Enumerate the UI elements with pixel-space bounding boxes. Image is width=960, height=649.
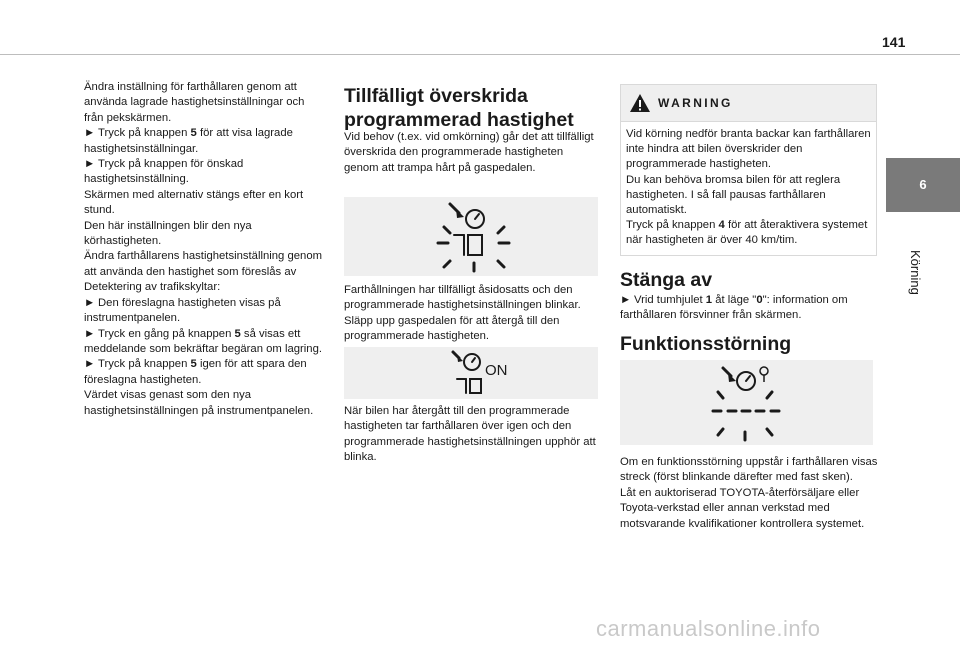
- arrow-icon: ►: [84, 296, 96, 309]
- chapter-tab: 6: [886, 158, 960, 212]
- paragraph: Den här inställningen blir den nya körhastigheten.: [84, 219, 252, 248]
- paragraph: Skärmen med alternativ stängs efter en kort stund.: [84, 188, 304, 217]
- paragraph: Ändra farthållarens hastighetsinställning genom att använda den hastighet som föreslås av Detektering av trafikskyltar:: [84, 250, 323, 294]
- step-item: ► Tryck på knappen 5 för att visa lagrade hastighetsinställningar.: [84, 127, 293, 155]
- warning-box: [620, 84, 877, 256]
- on-label: ON: [485, 362, 508, 379]
- speedometer-on-icon: [344, 347, 598, 399]
- arrow-icon: ►: [84, 158, 96, 171]
- paragraph: Vid behov (t.ex. vid omkörning) går det att tillfälligt överskrida den programmerade hastigheten genom att trampa hårt på gaspedalen.: [344, 131, 594, 174]
- arrow-icon: ►: [84, 358, 96, 371]
- arrow-icon: ►: [620, 294, 632, 306]
- warning-header: [621, 85, 876, 122]
- paragraph: Om en funktionsstörning uppstår i farthållaren visas streck (först blinkande därefter med fast sken).: [620, 456, 878, 484]
- column-3-stanga: [620, 293, 878, 324]
- watermark: carmanualsonline.info: [596, 616, 821, 641]
- step-item: ► Tryck på knappen för önskad hastighetsinställning.: [84, 158, 244, 186]
- page-number: 141: [882, 34, 906, 50]
- column-2-middle: [344, 283, 598, 345]
- section-heading-override: Tillfälligt överskrida programmerad hastighet: [344, 85, 574, 131]
- step-item: ► Tryck på knappen 5 igen för att spara den föreslagna hastigheten.: [84, 358, 307, 386]
- column-3-funktion: [620, 455, 878, 532]
- speed-resume-figure: [344, 347, 598, 399]
- column-2-end: [344, 404, 598, 466]
- header-rule: [0, 54, 960, 55]
- speedometer-dashes-icon: [620, 360, 873, 445]
- paragraph: Värdet visas genast som den nya hastighetsinställningen på instrumentpanelen.: [84, 389, 314, 417]
- paragraph: Vid körning nedför branta backar kan farthållaren inte hindra att bilen överskrider den programmerade hastigheten.: [626, 128, 871, 171]
- speedometer-blinking-icon: [344, 197, 598, 276]
- column-2-intro: [344, 130, 594, 176]
- arrow-icon: ►: [84, 327, 96, 340]
- step-item: ► Vrid tumhjulet 1 åt läge "0": information om farthållaren försvinner från skärmen.: [620, 294, 848, 322]
- warning-body: [626, 127, 871, 249]
- heading-stanga-av: Stänga av: [620, 269, 713, 291]
- paragraph: Ändra inställning för farthållaren genom att använda lagrade hastighetsinställningar och från pekskärmen.: [84, 81, 305, 124]
- column-1: [84, 80, 326, 419]
- paragraph: Farthållningen har tillfälligt åsidosatts och den programmerade hastighetsinställningen blinkar.: [344, 284, 581, 312]
- heading-funktionsstorning: Funktionsstörning: [620, 333, 792, 355]
- paragraph: Tryck på knappen 4 för att återaktivera systemet när hastigheten är över 40 km/tim.: [626, 219, 868, 247]
- malfunction-figure: [620, 360, 873, 445]
- paragraph: Släpp upp gaspedalen för att återgå till den programmerade hastigheten.: [344, 314, 560, 343]
- speed-override-figure: [344, 197, 598, 276]
- step-item: ► Den föreslagna hastigheten visas på instrumentpanelen.: [84, 296, 281, 325]
- warning-triangle-icon: [629, 93, 651, 113]
- paragraph: Låt en auktoriserad TOYOTA-återförsäljare eller Toyota-verkstad eller annan verkstad med motsvarande kvalifikationer kontrollera systemet.: [620, 486, 865, 530]
- step-item: ► Tryck en gång på knappen 5 så visas ett meddelande som bekräftar begäran om lagring.: [84, 327, 323, 355]
- chapter-label: Körning: [908, 250, 923, 295]
- arrow-icon: ►: [84, 127, 96, 140]
- paragraph: När bilen har återgått till den programmerade hastigheten tar farthållaren över igen och den programmerade hastighetsinställningen upphör att blinka.: [344, 405, 596, 464]
- paragraph: Du kan behöva bromsa bilen för att reglera hastigheten. I så fall pausas farthållaren automatiskt.: [626, 173, 841, 217]
- warning-title: WARNING: [658, 96, 733, 110]
